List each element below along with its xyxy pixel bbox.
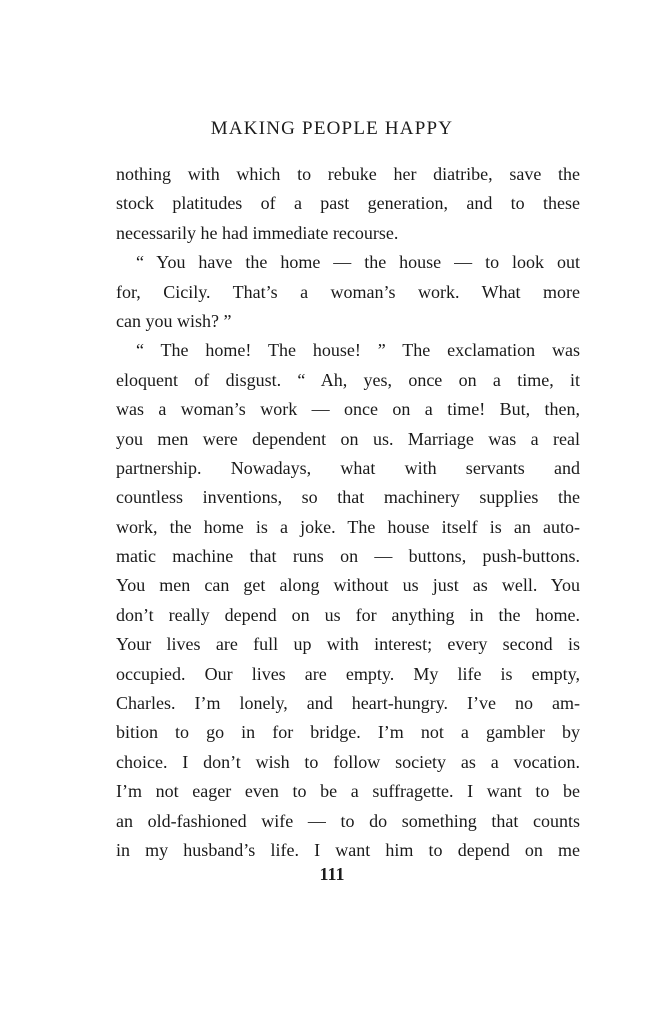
text-line: “ The home! The house! ” The exclamation was xyxy=(136,340,580,361)
text-line: stock platitudes of a past generation, and to these xyxy=(116,193,580,214)
text-line: matic machine that runs on — buttons, push-buttons. xyxy=(116,546,580,567)
text-line: I’m not eager even to be a suffragette. I want to be xyxy=(116,781,580,802)
text-line: in my husband’s life. I want him to depend on me xyxy=(116,839,580,860)
text-line: occupied. Our lives are empty. My life is empty, xyxy=(116,663,580,684)
text-line: bition to go in for bridge. I’m not a gambler by xyxy=(116,722,580,743)
text-line: you men were dependent on us. Marriage was a real xyxy=(116,428,580,449)
text-line: necessarily he had immediate recourse. xyxy=(116,222,399,243)
text-line: don’t really depend on us for anything in the home. xyxy=(116,604,580,625)
text-line: eloquent of disgust. “ Ah, yes, once on a time, it xyxy=(116,369,580,390)
text-line: for, Cicily. That’s a woman’s work. What more xyxy=(116,281,580,302)
text-line: “ You have the home — the house — to look out xyxy=(136,252,580,273)
text-line: was a woman’s work — once on a time! But, then, xyxy=(116,399,580,420)
text-line: partnership. Nowadays, what with servants and xyxy=(116,457,580,478)
text-line: nothing with which to rebuke her diatribe, save the xyxy=(116,164,580,184)
text-line: You men can get along without us just as well. You xyxy=(116,575,580,596)
text-line: Your lives are full up with interest; every second is xyxy=(116,634,580,655)
text-line: an old-fashioned wife — to do something that counts xyxy=(116,810,580,831)
page-number: 111 xyxy=(319,864,345,884)
text-line: choice. I don’t wish to follow society as a vocation. xyxy=(116,751,580,772)
text-line: Charles. I’m lonely, and heart-hungry. I’ve no am- xyxy=(116,693,580,714)
running-head: MAKING PEOPLE HAPPY xyxy=(210,118,454,139)
text-line: work, the home is a joke. The house itself is an auto- xyxy=(116,516,580,537)
text-line: can you wish? ” xyxy=(116,310,232,331)
text-line: countless inventions, so that machinery supplies the xyxy=(116,487,580,508)
body-text xyxy=(116,160,580,865)
